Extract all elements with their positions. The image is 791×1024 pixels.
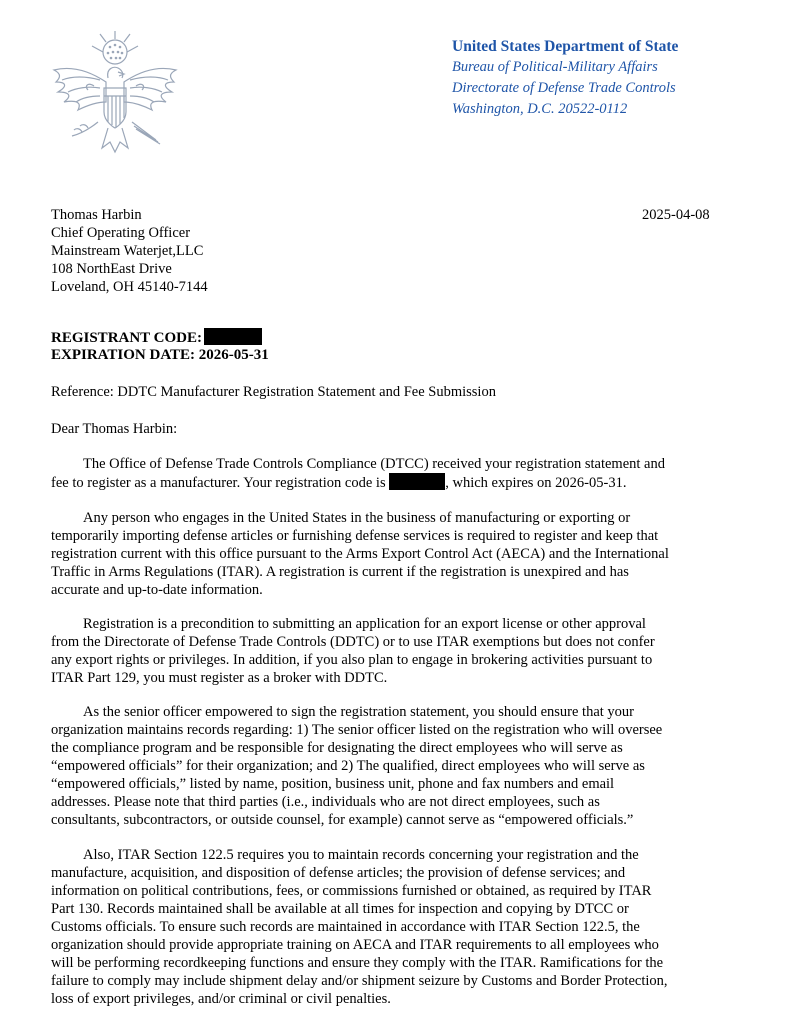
paragraph-5 [51,846,751,1008]
recipient-company: Mainstream Waterjet,LLC [51,243,204,259]
paragraph-line: accurate and up-to-date information. [51,582,263,598]
office-location: Washington, D.C. 20522-0112 [452,101,628,117]
paragraph-line: the compliance program and be responsible for designating the direct employees who will serve as [51,740,623,756]
recipient-name: Thomas Harbin [51,207,142,223]
paragraph-line: “empowered officials” for their organization; and 2) The qualified, direct employees who will serve as [51,758,645,774]
paragraph-line: failure to comply may include shipment delay and/or shipment seizure by Customs and Border Protection, [51,973,668,989]
paragraph-line: Traffic in Arms Regulations (ITAR). A registration is current if the registration is unexpired and has [51,564,629,580]
recipient-title: Chief Operating Officer [51,225,191,241]
directorate-name: Directorate of Defense Trade Controls [452,80,676,96]
paragraph-line: from the Directorate of Defense Trade Controls (DDTC) or to use ITAR exemptions but does not confer [51,634,655,650]
paragraph-line [51,473,751,491]
paragraph-line: registration current with this office pursuant to the Arms Export Control Act (AECA) and the International [51,546,669,562]
paragraph-line: ITAR Part 129, you must register as a broker with DDTC. [51,670,388,686]
bureau-name: Bureau of Political-Military Affairs [452,59,658,75]
registration-codes [51,328,269,364]
paragraph-text: fee to register as a manufacturer. Your registration code is [51,475,386,491]
letter-date: 2025-04-08 [642,207,710,223]
redaction-box [389,473,445,490]
salutation: Dear Thomas Harbin: [51,421,178,437]
paragraph-line: addresses. Please note that third parties (i.e., individuals who are not direct employees, such as [51,794,600,810]
paragraph-line: temporarily importing defense articles or furnishing defense services is required to register and keep that [51,528,659,544]
department-name: United States Department of State [452,38,679,55]
paragraph-line: Also, ITAR Section 122.5 requires you to maintain records concerning your registration and the [83,847,639,863]
recipient-address [51,206,208,296]
paragraph-text: , which expires on 2026-05-31. [445,475,627,491]
redaction-box [204,328,262,345]
registrant-code-label: REGISTRANT CODE: [51,330,203,346]
paragraph-3 [51,615,751,687]
paragraph-line: As the senior officer empowered to sign the registration statement, you should ensure that your [83,704,634,720]
expiration-date: EXPIRATION DATE: 2026-05-31 [51,347,269,363]
recipient-city: Loveland, OH 45140-7144 [51,279,208,295]
paragraph-line: consultants, subcontractors, or outside counsel, for example) cannot serve as “empowered officials.” [51,812,634,828]
paragraph-line: Part 130. Records maintained shall be available at all times for inspection and copying by DTCC or [51,901,629,917]
paragraph-line: will be performing recordkeeping functions and ensure they comply with the ITAR. Ramifications for the [51,955,664,971]
letterhead [452,36,678,120]
paragraph-line: information on political contributions, fees, or commissions furnished or obtained, as required by ITAR [51,883,652,899]
paragraph-line: Any person who engages in the United States in the business of manufacturing or exporting or [83,510,631,526]
paragraph-line: loss of export privileges, and/or criminal or civil penalties. [51,991,391,1007]
registrant-code-line [51,328,269,346]
paragraph-1 [51,455,751,491]
paragraph-line: any export rights or privileges. In addition, if you also plan to engage in brokering activities pursuant to [51,652,653,668]
paragraph-line: The Office of Defense Trade Controls Compliance (DTCC) received your registration statement and [83,456,665,472]
department-of-state-seal [48,30,182,170]
recipient-street: 108 NorthEast Drive [51,261,172,277]
reference-line: Reference: DDTC Manufacturer Registration Statement and Fee Submission [51,384,496,400]
paragraph-line: organization should provide appropriate training on AECA and ITAR requirements to all employees who [51,937,659,953]
paragraph-4 [51,703,751,829]
paragraph-line: Registration is a precondition to submitting an application for an export license or other approval [83,616,646,632]
paragraph-line: Customs officials. To ensure such records are maintained in accordance with ITAR Section 122.5, the [51,919,640,935]
paragraph-line: organization maintains records regarding: 1) The senior officer listed on the registration who will oversee [51,722,663,738]
paragraph-2 [51,509,751,599]
paragraph-line: “empowered officials,” listed by name, position, business unit, phone and fax numbers and email [51,776,615,792]
paragraph-line: manufacture, acquisition, and disposition of defense articles; the provision of defense services; and [51,865,626,881]
